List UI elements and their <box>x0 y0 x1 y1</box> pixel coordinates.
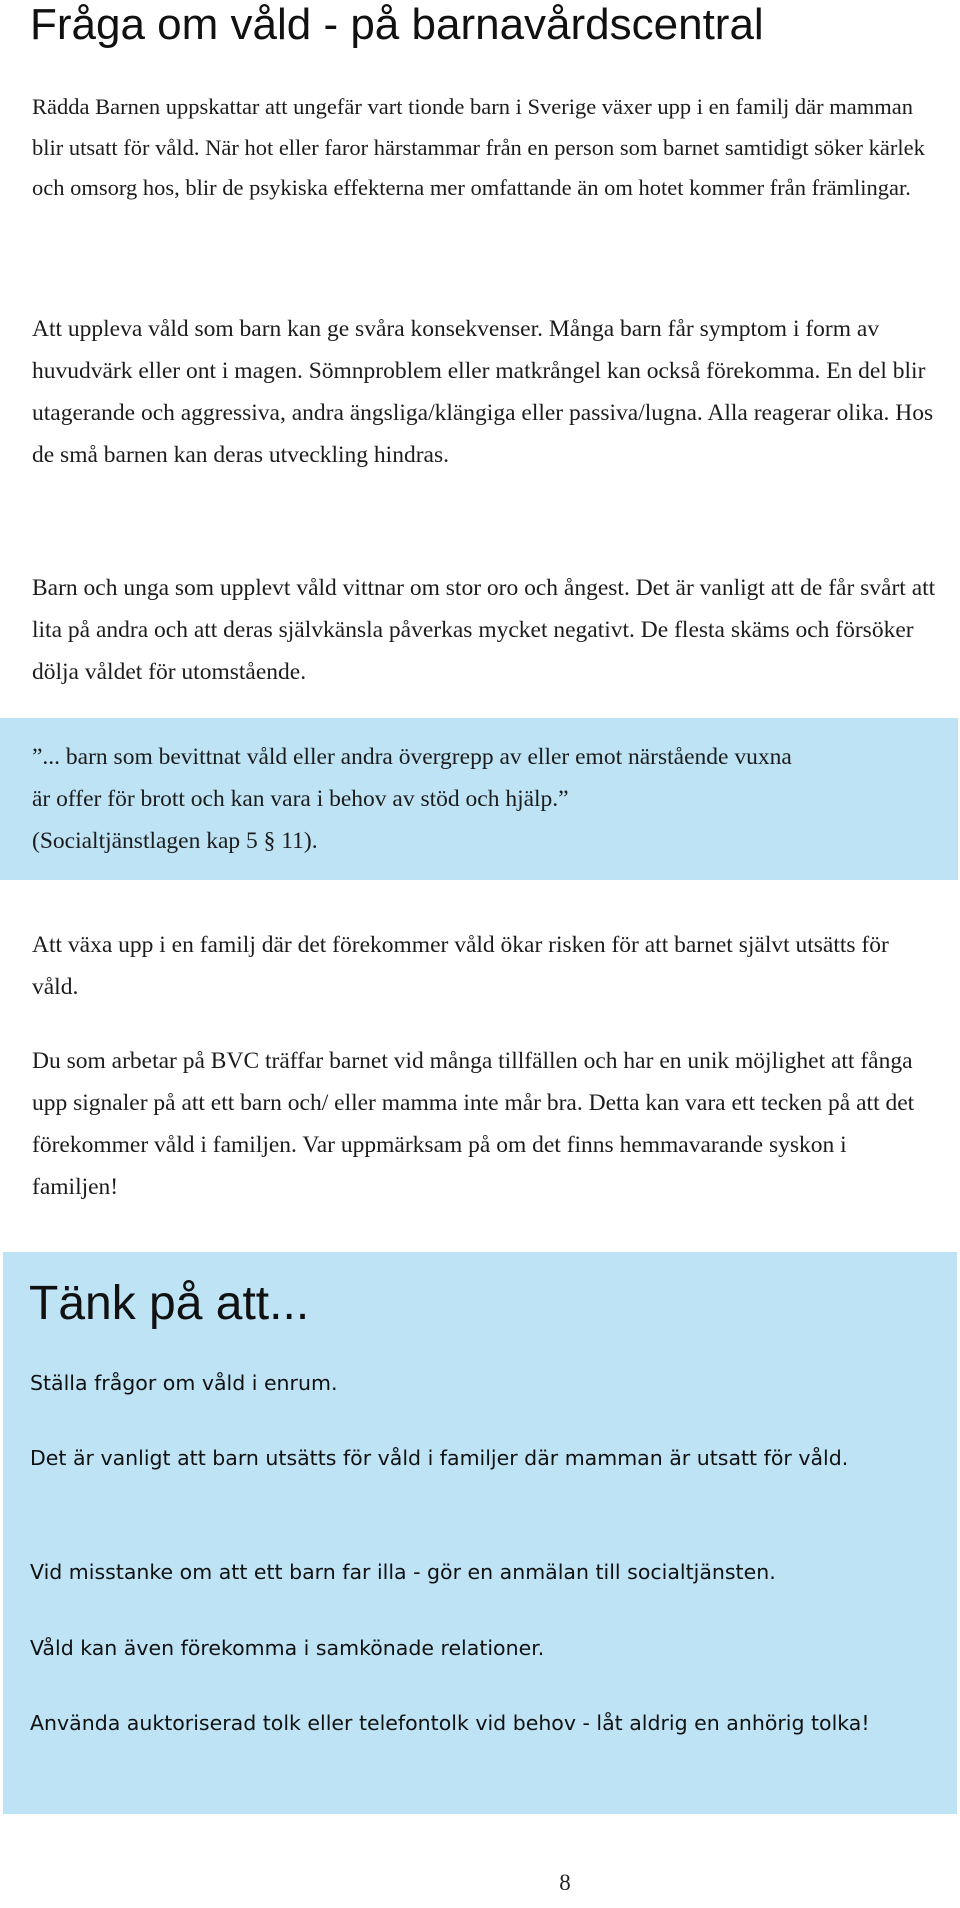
quote-source: (Socialtjänstlagen kap 5 § 11). <box>32 828 318 854</box>
paragraph-risk: Att växa upp i en familj där det förekommer våld ökar risken för att barnet självt utsätts för våld. <box>32 932 889 1000</box>
quote-box <box>0 718 958 880</box>
quote-line-1: ”... barn som bevittnat våld eller andra övergrepp av eller emot närstående vuxna <box>32 744 792 770</box>
page-title: Fråga om våld - på barnavårdscentral <box>30 0 764 49</box>
paragraph-bvc: Du som arbetar på BVC träffar barnet vid många tillfällen och har en unik möjlighet att fånga upp signaler på att ett barn och/ eller mamma inte mår bra. Detta kan vara ett tecken på att det förekommer våld i familjen. Var uppmärksam på om det finns hemmavarande syskon i familjen! <box>32 1048 915 1200</box>
tip-item: Våld kan även förekomma i samkönade relationer. <box>30 1636 545 1660</box>
law-quote <box>32 736 932 862</box>
tips-box <box>3 1252 957 1814</box>
tip-item: Ställa frågor om våld i enrum. <box>30 1371 338 1395</box>
quote-line-2: är offer för brott och kan vara i behov av stöd och hjälp.” <box>32 786 569 812</box>
paragraph-consequences: Att uppleva våld som barn kan ge svåra konsekvenser. Många barn får symptom i form av huvudvärk eller ont i magen. Sömnproblem eller matkrångel kan också förekomma. En del blir utagerande och aggressiva, andra ängsliga/klängiga eller passiva/lugna. Alla reagerar olika. Hos de små barnen kan deras utveckling hindras. <box>32 316 934 468</box>
paragraph-prevalence: Rädda Barnen uppskattar att ungefär vart tionde barn i Sverige växer upp i en familj där mamman blir utsatt för våld. När hot eller faror härstammar från en person som barnet samtidigt söker kärlek och omsorg hos, blir de psykiska effekterna mer omfattande än om hotet kommer från främlingar. <box>32 94 925 200</box>
tip-item: Använda auktoriserad tolk eller telefontolk vid behov - låt aldrig en anhörig tolka! <box>30 1711 870 1735</box>
tip-item: Det är vanligt att barn utsätts för våld i familjer där mamman är utsatt för våld. <box>30 1446 849 1470</box>
tips-heading: Tänk på att... <box>29 1277 310 1330</box>
tip-item: Vid misstanke om att ett barn far illa - gör en anmälan till socialtjänsten. <box>30 1560 776 1584</box>
paragraph-anxiety: Barn och unga som upplevt våld vittnar om stor oro och ångest. Det är vanligt att de får svårt att lita på andra och att deras självkänsla påverkas mycket negativt. De flesta skäms och försöker dölja våldet för utomstående. <box>32 575 936 685</box>
page-number: 8 <box>559 1870 571 1895</box>
